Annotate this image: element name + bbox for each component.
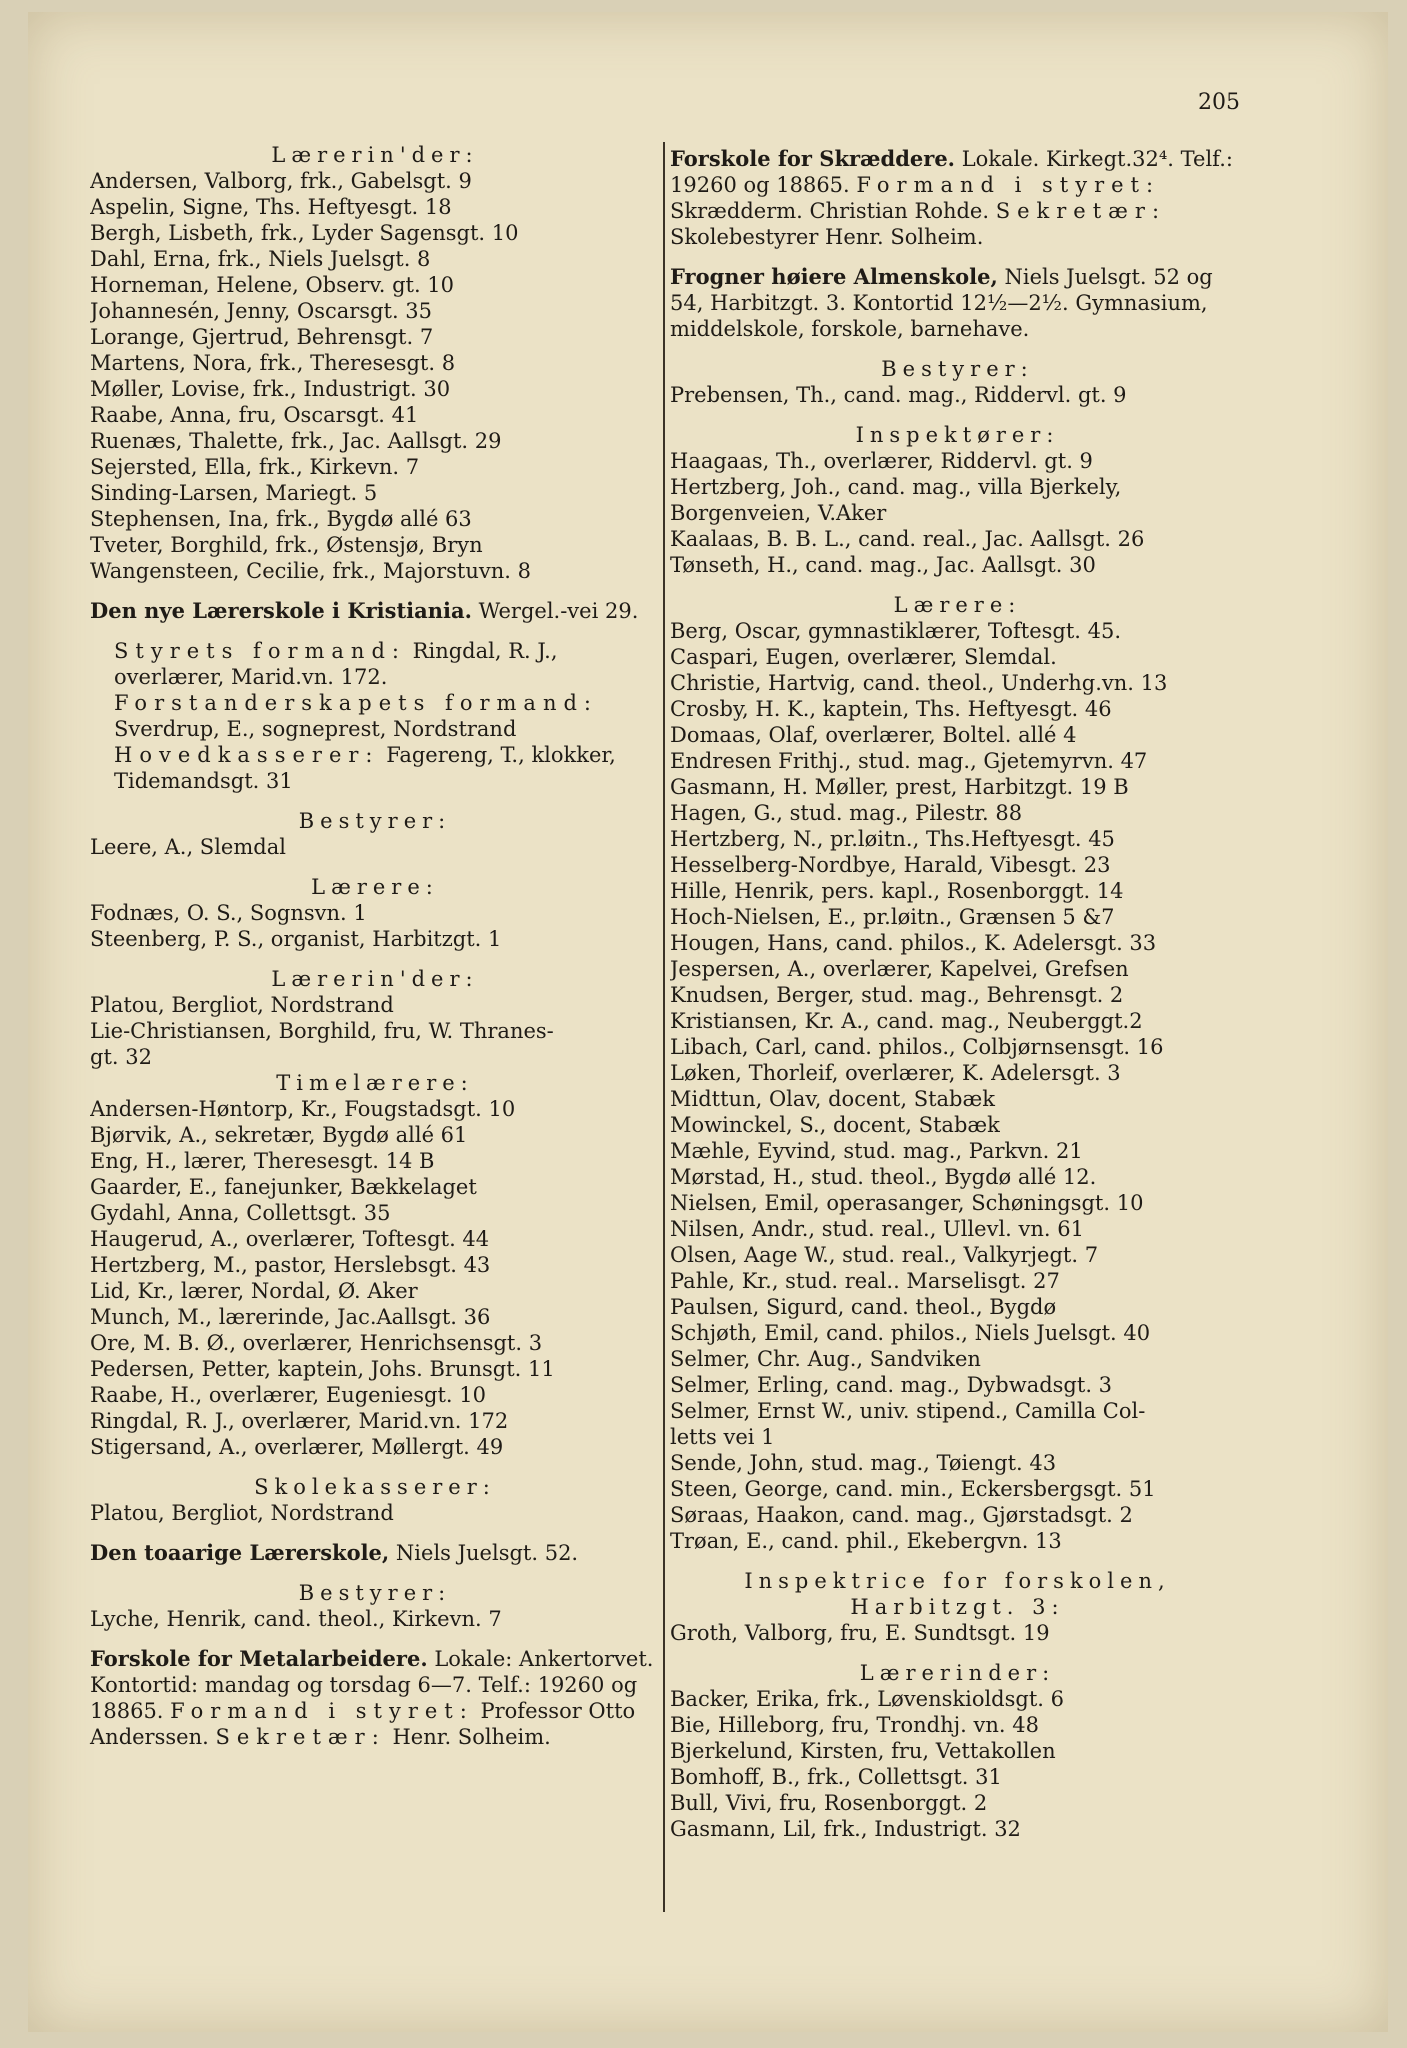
left-column (90, 142, 660, 1750)
list-item: Selmer, Erling, cand. mag., Dybwadsgt. 3 (670, 1373, 1113, 1397)
list-item: Selmer, Chr. Aug., Sandviken (670, 1347, 981, 1371)
list-item: Selmer, Ernst W., univ. stipend., Camilla Col- (670, 1399, 1146, 1423)
entry-list (90, 1606, 660, 1632)
list-item: Hesselberg-Nordbye, Harald, Vibesgt. 23 (670, 853, 1111, 877)
section-heading: Bestyrer: (298, 1581, 452, 1605)
list-item: Søraas, Haakon, cand. mag., Gjørstadsgt. 2 (670, 1503, 1133, 1527)
list-item: Hertzberg, N., pr.løitn., Ths.Heftyesgt. 45 (670, 827, 1115, 851)
head-cashier: Hovedkasserer: Fagereng, T., klokker, Tidemandsgt. 31 (114, 743, 616, 793)
list-item: Raabe, H., overlærer, Eugeniesgt. 10 (90, 1383, 486, 1407)
list-item: Wangensteen, Cecilie, frk., Majorstuvn. 8 (90, 559, 531, 583)
list-item: Christie, Hartvig, cand. theol., Underhg.vn. 13 (670, 671, 1168, 695)
list-item: Ore, M. B. Ø., overlærer, Henrichsensgt. 3 (90, 1331, 543, 1355)
list-item: Mowinckel, S., docent, Stabæk (670, 1113, 1000, 1137)
section-heading: Bestyrer: (298, 809, 452, 833)
entry-list (90, 992, 660, 1070)
list-item: Leere, A., Slemdal (90, 835, 286, 859)
list-item: Pahle, Kr., stud. real.. Marselisgt. 27 (670, 1269, 1060, 1293)
list-item: Crosby, H. K., kaptein, Ths. Heftyesgt. 46 (670, 697, 1112, 721)
list-item: gt. 32 (90, 1045, 152, 1069)
list-item: Møller, Lovise, frk., Industrigt. 30 (90, 377, 451, 401)
institution-entry: Frogner høiere Almenskole, Niels Juelsgt. 52 og 54, Harbitzgt. 3. Kontortid 12½—2½. Gymnasium, middelskole, forskole, barnehave. (670, 264, 1213, 341)
institution-name: Den toaarige Lærerskole, (90, 1540, 390, 1565)
list-item: Kaalaas, B. B. L., cand. real., Jac. Aallsgt. 26 (670, 527, 1145, 551)
list-item: Bull, Vivi, fru, Rosenborggt. 2 (670, 1791, 988, 1815)
board-chair: Styrets formand: Ringdal, R. J., overlærer, Marid.vn. 172. (114, 639, 558, 689)
list-item: Domaas, Olaf, overlærer, Boltel. allé 4 (670, 723, 1077, 747)
list-item: Platou, Bergliot, Nordstrand (90, 993, 394, 1017)
entry-list (90, 1096, 660, 1460)
list-item: Paulsen, Sigurd, cand. theol., Bygdø (670, 1295, 1057, 1319)
council-chair: Forstanderskapets formand: Sverdrup, E., sogneprest, Nordstrand (114, 691, 598, 741)
institution-name: Forskole for Metalarbeidere. (90, 1646, 428, 1671)
entry-list (670, 1686, 1245, 1842)
institution-address: Niels Juelsgt. 52. (395, 1541, 579, 1565)
list-item: Nilsen, Andr., stud. real., Ullevl. vn. 61 (670, 1217, 1084, 1241)
institution-entry (90, 1540, 660, 1566)
list-item: Løken, Thorleif, overlærer, K. Adelersgt. 3 (670, 1061, 1121, 1085)
list-item: Pedersen, Petter, kaptein, Johs. Brunsgt. 11 (90, 1357, 555, 1381)
list-item: Endresen Frithj., stud. mag., Gjetemyrvn. 47 (670, 749, 1148, 773)
list-item: Martens, Nora, frk., Theresesgt. 8 (90, 351, 456, 375)
list-item: Ringdal, R. J., overlærer, Marid.vn. 172 (90, 1409, 509, 1433)
list-item: Hertzberg, M., pastor, Herslebsgt. 43 (90, 1253, 491, 1277)
list-item: Sejersted, Ella, frk., Kirkevn. 7 (90, 455, 420, 479)
page-number: 205 (1198, 90, 1240, 115)
list-item: Steenberg, P. S., organist, Harbitzgt. 1 (90, 927, 502, 951)
list-item: Sende, John, stud. mag., Tøiengt. 43 (670, 1451, 1057, 1475)
column-divider (663, 142, 665, 1912)
list-item: Lyche, Henrik, cand. theol., Kirkevn. 7 (90, 1607, 502, 1631)
list-item: Raabe, Anna, fru, Oscarsgt. 41 (90, 403, 419, 427)
list-item: letts vei 1 (670, 1425, 775, 1449)
section-heading: Timelærere: (276, 1071, 474, 1095)
list-item: Mørstad, H., stud. theol., Bygdø allé 12. (670, 1165, 1097, 1189)
section-heading: Inspektører: (855, 423, 1060, 447)
directory-page (28, 12, 1388, 2032)
list-item: Groth, Valborg, fru, E. Sundtsgt. 19 (670, 1621, 1050, 1645)
section-heading: Skolekasserer: (254, 1475, 496, 1499)
institution-entry: Forskole for Skræddere. Lokale. Kirkegt.32⁴. Telf.: 19260 og 18865. Formand i styret: Skrædderm. Christian Rohde. Sekretær: Skolebestyrer Henr. Solheim. (670, 146, 1233, 249)
list-item: Bomhoff, B., frk., Collettsgt. 31 (670, 1765, 1002, 1789)
list-item: Johannesén, Jenny, Oscarsgt. 35 (90, 299, 433, 323)
list-item: Haugerud, A., overlærer, Toftesgt. 44 (90, 1227, 490, 1251)
institution-name: Forskole for Skræddere. (670, 146, 955, 171)
entry-list (670, 618, 1245, 1554)
entry-list (670, 382, 1245, 408)
list-item: Gasmann, H. Møller, prest, Harbitzgt. 19 B (670, 775, 1129, 799)
list-item: Midttun, Olav, docent, Stabæk (670, 1087, 995, 1111)
section-heading: Harbitzgt. 3: (850, 1595, 1065, 1619)
entry-list (670, 1620, 1245, 1646)
list-item: Backer, Erika, frk., Løvenskioldsgt. 6 (670, 1687, 1064, 1711)
list-item: Hertzberg, Joh., cand. mag., villa Bjerkely, (670, 475, 1122, 499)
list-item: Olsen, Aage W., stud. real., Valkyrjegt. 7 (670, 1243, 1099, 1267)
list-item: Bie, Hilleborg, fru, Trondhj. vn. 48 (670, 1713, 1039, 1737)
list-item: Eng, H., lærer, Theresesgt. 14 B (90, 1149, 435, 1173)
list-item: Gydahl, Anna, Collettsgt. 35 (90, 1201, 391, 1225)
section-heading: Lærere: (311, 875, 439, 899)
section-heading: Lærerin'der: (271, 143, 479, 167)
list-item: Bergh, Lisbeth, frk., Lyder Sagensgt. 10 (90, 221, 519, 245)
list-item: Stigersand, A., overlærer, Møllergt. 49 (90, 1435, 504, 1459)
list-item: Caspari, Eugen, overlærer, Slemdal. (670, 645, 1057, 669)
section-heading: Inspektrice for forskolen, (744, 1569, 1171, 1593)
list-item: Hille, Henrik, pers. kapl., Rosenborggt. 14 (670, 879, 1124, 903)
list-item: Andersen-Høntorp, Kr., Fougstadsgt. 10 (90, 1097, 516, 1121)
institution-address: Wergel.-vei 29. (478, 599, 639, 623)
list-item: Kristiansen, Kr. A., cand. mag., Neuberggt.2 (670, 1009, 1143, 1033)
list-item: Dahl, Erna, frk., Niels Juelsgt. 8 (90, 247, 431, 271)
list-item: Lie-Christiansen, Borghild, fru, W. Thranes- (90, 1019, 554, 1043)
list-item: Ruenæs, Thalette, frk., Jac. Aallsgt. 29 (90, 429, 502, 453)
list-item: Schjøth, Emil, cand. philos., Niels Juelsgt. 40 (670, 1321, 1151, 1345)
list-item: Nielsen, Emil, operasanger, Schøningsgt. 10 (670, 1191, 1144, 1215)
institution-name: Frogner høiere Almenskole, (670, 264, 998, 289)
list-item: Gasmann, Lil, frk., Industrigt. 32 (670, 1817, 1021, 1841)
section-heading: Lærerinder: (859, 1661, 1056, 1685)
list-item: Prebensen, Th., cand. mag., Riddervl. gt. 9 (670, 383, 1127, 407)
list-item: Jespersen, A., overlærer, Kapelvei, Grefsen (670, 957, 1129, 981)
list-item: Sinding-Larsen, Mariegt. 5 (90, 481, 378, 505)
entry-list (90, 834, 660, 860)
institution-name: Den nye Lærerskole i Kristiania. (90, 598, 472, 623)
section-heading: Lærere: (893, 593, 1022, 617)
list-item: Fodnæs, O. S., Sognsvn. 1 (90, 901, 367, 925)
list-item: Tveter, Borghild, frk., Østensjø, Bryn (90, 533, 483, 557)
list-item: Trøan, E., cand. phil., Ekebergvn. 13 (670, 1529, 1062, 1553)
list-item: Tønseth, H., cand. mag., Jac. Aallsgt. 30 (670, 553, 1096, 577)
list-item: Borgenveien, V.Aker (670, 501, 887, 525)
list-item: Bjerkelund, Kirsten, fru, Vettakollen (670, 1739, 1056, 1763)
list-item: Stephensen, Ina, frk., Bygdø allé 63 (90, 507, 472, 531)
institution-entry: Forskole for Metalarbeidere. Lokale: Ankertorvet. Kontortid: mandag og torsdag 6—7. Telf.: 19260 og 18865. Formand i styret: Professor Otto Anderssen. Sekretær: Henr. Solheim. (90, 1646, 654, 1749)
list-item: Lid, Kr., lærer, Nordal, Ø. Aker (90, 1279, 418, 1303)
list-item: Gaarder, E., fanejunker, Bækkelaget (90, 1175, 477, 1199)
entry-list (90, 1500, 660, 1526)
list-item: Mæhle, Eyvind, stud. mag., Parkvn. 21 (670, 1139, 1083, 1163)
list-item: Lorange, Gjertrud, Behrensgt. 7 (90, 325, 434, 349)
institution-entry (90, 598, 660, 624)
entry-list (670, 448, 1245, 578)
list-item: Knudsen, Berger, stud. mag., Behrensgt. 2 (670, 983, 1124, 1007)
list-item: Aspelin, Signe, Ths. Heftyesgt. 18 (90, 195, 452, 219)
list-item: Munch, M., lærerinde, Jac.Aallsgt. 36 (90, 1305, 491, 1329)
section-heading: Lærerin'der: (271, 967, 479, 991)
list-item: Haagaas, Th., overlærer, Riddervl. gt. 9 (670, 449, 1093, 473)
list-item: Bjørvik, A., sekretær, Bygdø allé 61 (90, 1123, 468, 1147)
list-item: Libach, Carl, cand. philos., Colbjørnsensgt. 16 (670, 1035, 1164, 1059)
list-item: Hoch-Nielsen, E., pr.løitn., Grænsen 5 &7 (670, 905, 1115, 929)
list-item: Steen, George, cand. min., Eckersbergsgt. 51 (670, 1477, 1156, 1501)
entry-list (90, 168, 660, 584)
entry-list (90, 900, 660, 952)
list-item: Hagen, G., stud. mag., Pilestr. 88 (670, 801, 1023, 825)
list-item: Berg, Oscar, gymnastiklærer, Toftesgt. 45. (670, 619, 1122, 643)
list-item: Hougen, Hans, cand. philos., K. Adelersgt. 33 (670, 931, 1157, 955)
list-item: Platou, Bergliot, Nordstrand (90, 1501, 394, 1525)
right-column (670, 146, 1245, 1842)
list-item: Andersen, Valborg, frk., Gabelsgt. 9 (90, 169, 472, 193)
section-heading: Bestyrer: (881, 357, 1034, 381)
list-item: Horneman, Helene, Observ. gt. 10 (90, 273, 455, 297)
